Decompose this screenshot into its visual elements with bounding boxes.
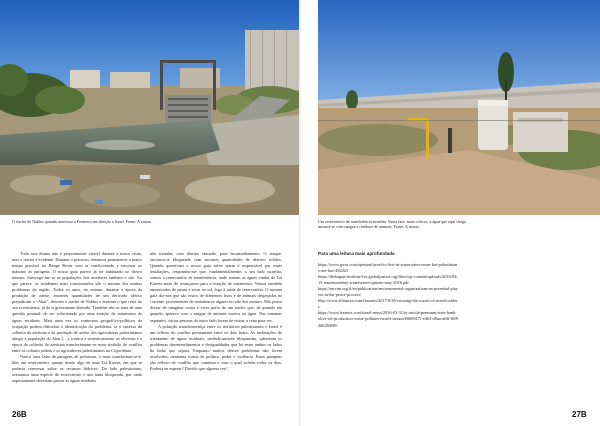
photo-caption-left: O riacho de Nablus quando atravessa a Fronteira em direção a Israel. Fonte: A autora [12,219,152,224]
body-column-2 [150,251,282,372]
page-number-left: 26B [12,410,27,419]
paragraph: A poluição transfronteiriça entre os territórios palestinianos e Israel é um reflexo do conflito permanente entre os dois lados. As inclinações do tratamento de águas residuais, simbolicamente bloqueadas, salientam os problemas desentendimentos e desigualdades que há entre ambos os lados da linha que separa. Enquanto muitos desses problemas não forem resolvidos, nenhuma forma de política, poder e violência. Estas paragens são reflexo do conflito que continua e com o qual sofrem todos os dias. Poderia eu esperar? Duvido que alguma vez? [150,323,282,371]
reference-link[interactable]: https://www.haaretz.com/israel-news/2016-03-31/ty-article/premium/west-bank-olive-oil-production-waste-pollutes-israeli-stream/0000017f-e463-d9aa-affff-6ff92d0d50000 [318,310,459,328]
reference-link[interactable]: https://mivim.org.il/en/publication/environmental-organizations-as-potential-players-in-the-peace-process/ [318,286,458,298]
body-column-1 [12,251,142,384]
photo-caption-right: Um reservatório de transferência israelita. Nesta fase, mais críticos, a água que aqui chega mistura-se com sangue e resíduos de animais. Fonte: A autora [318,219,466,230]
reference-link[interactable]: http://www.alliancea.com/features/2017/9/18/crossing-the-waste-of-israeli-settlers [318,298,458,310]
reference-link[interactable]: https://thehague-institute-for-globaljustice.org/files/wp-content/uploads/2016/03/15-transboundary-wastewater-options-may-2016.pdf [318,274,458,286]
further-reading-column [318,251,458,329]
paragraph: Nunca ouvi falar de paragens ali próximas, e mais transformar-se-á-lhes um reservatório, quanto muito algo de uma Tal Karem, em que se poderia conversar sobre os recursos hídricos. Do lado palestiniano, avistamos uma espécie de reservatório e um tanto bloqueado, por onde supostamente deveriam passar as águas residuais [12,353,142,383]
book-gutter [299,0,301,426]
paragraph: Tudo esta drama não é propriamente visível durante a nossa visita, mas o cheiro é evidente. Durante o percurso, tentamos permanecer a maior tempo possível no Range Rover com ar condicionado e encostar ao máximo as paragens. O nosso guia parece já ter habituado ao cheiro intenso. Interrogo-me se as populações dos arredores também o são. Ao que parece, os residentes mais transtornados são o mesmo dos muitos problemas da região. Todos os anos, no outono, durante a época da produção de azeite, enormes quantidades de um derivado oleoso prejudicam o “Akar”, descem o riacho de Nablus e arrasam o que resta do seu ecossistema, já de si gravemente alterado. Também não se trata de uma questão pontual: de ser solucionada por uma estação de tratamento de águas residuais. Mais uma vez os contornos geográfico-políticos da ocupação podem dificultar a identificação do problema: se o sucesso da colheita da azeitona e da produção de azeite dos agricultores palestinianos atingir a população do Akar (…), irónica e simetricamente, as oliveiras e a época da colheita da azeitona transformaram-se num símbolo de conflito entre os colonos judeus e os agricultores palestinianos na Cisjordânia. [12,251,142,353]
further-reading-heading: Para uma leitura mais aprofundada [318,251,395,256]
page-number-right: 27B [572,410,587,419]
paragraph: não tratadas, com destino afastado, para encaminhamento. O tanque, encontra-se bloqueado com enormes quantidades de detritos sólidos. Quando questionei o nosso guia sobre quem é responsável por essas instalações, respondeu-me que, fundamentalmente, a seu lado israelita, vemos o reservatório de transferência, onde entram as águas vindas de Tal Karem antes de avançarem para a estação de tratamento. Vemos também amontoados de penas e secar ao sol, logo à saída do reservatório. O mesmo guia diz-nos que são restos de diferentes lixos e de animais despejados na corrente, provenientes de matadouros algures no alto dos montes. Não posso deixar de imaginar como é viver perto de um riacho que, de quando em quando, aparece com o sangue de animais mortos na água. Nas semanas seguintes, várias pessoas do outro lado foram de visitar a cena para ver. [150,251,282,323]
nablus-stream-photo [0,0,299,215]
transfer-reservoir-photo [318,0,600,215]
reference-link[interactable]: https://www.jpost.com/opinion/israel-is-first-in-wastewater-reuse-but-palestinians-are-last-482023 [318,262,458,274]
